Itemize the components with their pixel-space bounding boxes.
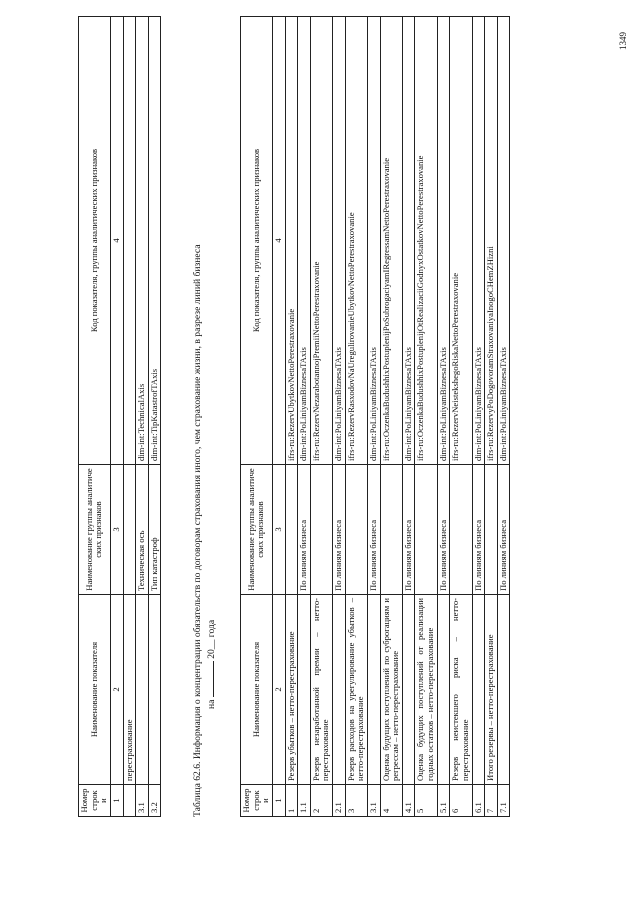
indicator-code: ifrs-ru:RezervNezarabotannojPremiiNettoPerestraxovanie xyxy=(310,17,332,465)
table-row xyxy=(380,17,402,817)
table-row xyxy=(415,17,437,817)
indicator-code: dim-int:TipKatastrofTAxis xyxy=(148,17,161,465)
row-number: 2.1 xyxy=(333,785,346,817)
table-62-6 xyxy=(240,16,510,817)
table-row xyxy=(285,17,298,817)
group-name: Техническая ось xyxy=(136,465,149,595)
group-name: По линиям бизнеса xyxy=(402,465,415,595)
header-name: Наименование показателя xyxy=(79,595,111,785)
caption-date-prefix: на xyxy=(205,699,217,709)
table-row xyxy=(148,17,161,817)
indicator-code: ifrs-ru:OczenkaBudushhixPostuplenijPoSubrogaciyamIRegressamNettoPerestraxovanie xyxy=(380,17,402,465)
table-row xyxy=(450,17,472,817)
col-number: 4 xyxy=(110,17,123,465)
group-name xyxy=(415,465,437,595)
indicator-name xyxy=(437,595,450,785)
column-number-row xyxy=(272,17,285,817)
indicator-code: dim-int:PoLiniyamBiznesaTAxis xyxy=(367,17,380,465)
column-number-row xyxy=(110,17,123,817)
row-number: 2 xyxy=(310,785,332,817)
indicator-code: ifrs-ru:OczenkaBudushhixPostuplenijOtRealizaciiGodnyxOstatkovNettoPerestraxovanie xyxy=(415,17,437,465)
indicator-code: dim-int:PoLiniyamBiznesaTAxis xyxy=(402,17,415,465)
group-name: По линиям бизнеса xyxy=(472,465,485,595)
table-row xyxy=(472,17,485,817)
row-number: 7.1 xyxy=(497,785,510,817)
row-number xyxy=(123,785,136,817)
row-number: 3 xyxy=(345,785,367,817)
group-name xyxy=(310,465,332,595)
table-row xyxy=(333,17,346,817)
indicator-code xyxy=(123,17,136,465)
col-number: 1 xyxy=(272,785,285,817)
caption-title: Таблица 62.6. Информация о концентрации обязательств по договорам страхования иного, чем страхование жизни, в разрезе линий бизнеса xyxy=(192,244,203,817)
row-number: 4 xyxy=(380,785,402,817)
table-row xyxy=(310,17,332,817)
group-name xyxy=(345,465,367,595)
row-number: 5.1 xyxy=(437,785,450,817)
group-name: По линиям бизнеса xyxy=(298,465,311,595)
indicator-code: dim-int:PoLiniyamBiznesaTAxis xyxy=(437,17,450,465)
indicator-name: перестрахование xyxy=(123,595,136,785)
col-number: 2 xyxy=(110,595,123,785)
indicator-name: Итого резервы – нетто-перестрахование xyxy=(485,595,498,785)
indicator-code: ifrs-ru:RezervRasxodovNaUregulirovanieUbytkovNettoPerestraxovanie xyxy=(345,17,367,465)
group-name: По линиям бизнеса xyxy=(333,465,346,595)
header-group: Наименование группы аналитических признаков xyxy=(79,465,111,595)
indicator-name: Резерв незаработанной премии – нетто-перестрахование xyxy=(310,595,332,785)
group-name xyxy=(485,465,498,595)
table-row xyxy=(123,17,136,817)
table-row xyxy=(298,17,311,817)
group-name: По линиям бизнеса xyxy=(497,465,510,595)
indicator-name: Оценка будущих поступлений по суброгациям и регрессам – нетто-перестрахование xyxy=(380,595,402,785)
header-name: Наименование показателя xyxy=(241,595,273,785)
indicator-name: Резерв неистекшего риска – нетто-перестрахование xyxy=(450,595,472,785)
col-number: 4 xyxy=(272,17,285,465)
row-number: 6 xyxy=(450,785,472,817)
header-num: Номер строки xyxy=(79,785,111,817)
table-row xyxy=(485,17,498,817)
indicator-name xyxy=(148,595,161,785)
group-name: Тип катастроф xyxy=(148,465,161,595)
row-number: 3.1 xyxy=(136,785,149,817)
indicator-name xyxy=(298,595,311,785)
indicator-name xyxy=(402,595,415,785)
table-row xyxy=(345,17,367,817)
table-caption xyxy=(192,17,218,817)
table-header-row xyxy=(241,17,273,817)
caption-date-suffix: 20__ года xyxy=(205,619,217,659)
caption-date-line xyxy=(204,17,218,817)
table-row xyxy=(497,17,510,817)
row-number: 3.1 xyxy=(367,785,380,817)
row-number: 4.1 xyxy=(402,785,415,817)
date-blank xyxy=(204,661,214,697)
header-num: Номер строки xyxy=(241,785,273,817)
col-number: 3 xyxy=(110,465,123,595)
indicator-code: dim-int:PoLiniyamBiznesaTAxis xyxy=(472,17,485,465)
table-row xyxy=(402,17,415,817)
group-name: По линиям бизнеса xyxy=(437,465,450,595)
header-code: Код показателя, группы аналитических признаков xyxy=(241,17,273,465)
table-row xyxy=(437,17,450,817)
header-group: Наименование группы аналитических признаков xyxy=(241,465,273,595)
group-name: По линиям бизнеса xyxy=(367,465,380,595)
indicator-name xyxy=(367,595,380,785)
indicator-code: ifrs-ru:RezervyPoDogovoramStraxovaniyaInogoCHemZHizni xyxy=(485,17,498,465)
header-code: Код показателя, группы аналитических признаков xyxy=(79,17,111,465)
indicator-name: Оценка будущих поступлений от реализации годных остатков – нетто-перестрахование xyxy=(415,595,437,785)
indicator-code: dim-int:PoLiniyamBiznesaTAxis xyxy=(333,17,346,465)
indicator-name xyxy=(136,595,149,785)
group-name xyxy=(450,465,472,595)
group-name xyxy=(380,465,402,595)
indicator-code: dim-int:PoLiniyamBiznesaTAxis xyxy=(497,17,510,465)
indicator-name: Резерв убытков – нетто-перестрахование xyxy=(285,595,298,785)
indicator-name: Резерв расходов на урегулирование убытков – нетто-перестрахование xyxy=(345,595,367,785)
indicator-code: dim-int:PoLiniyamBiznesaTAxis xyxy=(298,17,311,465)
indicator-code: ifrs-ru:RezervUbytkovNettoPerestraxovanie xyxy=(285,17,298,465)
indicator-name xyxy=(333,595,346,785)
row-number: 6.1 xyxy=(472,785,485,817)
col-number: 3 xyxy=(272,465,285,595)
group-name xyxy=(123,465,136,595)
row-number: 1.1 xyxy=(298,785,311,817)
row-number: 1 xyxy=(285,785,298,817)
table-row xyxy=(136,17,149,817)
table-row xyxy=(367,17,380,817)
indicator-name xyxy=(497,595,510,785)
row-number: 5 xyxy=(415,785,437,817)
indicator-code: ifrs-ru:RezervNeistekshegoRiskaNettoPerestraxovanie xyxy=(450,17,472,465)
page-number: 1349 xyxy=(618,32,628,50)
indicator-code: dim-int:TechnicalAxis xyxy=(136,17,149,465)
row-number: 3.2 xyxy=(148,785,161,817)
group-name xyxy=(285,465,298,595)
indicator-name xyxy=(472,595,485,785)
col-number: 1 xyxy=(110,785,123,817)
col-number: 2 xyxy=(272,595,285,785)
row-number: 7 xyxy=(485,785,498,817)
table-top-fragment xyxy=(78,16,161,817)
table-header-row xyxy=(79,17,111,817)
